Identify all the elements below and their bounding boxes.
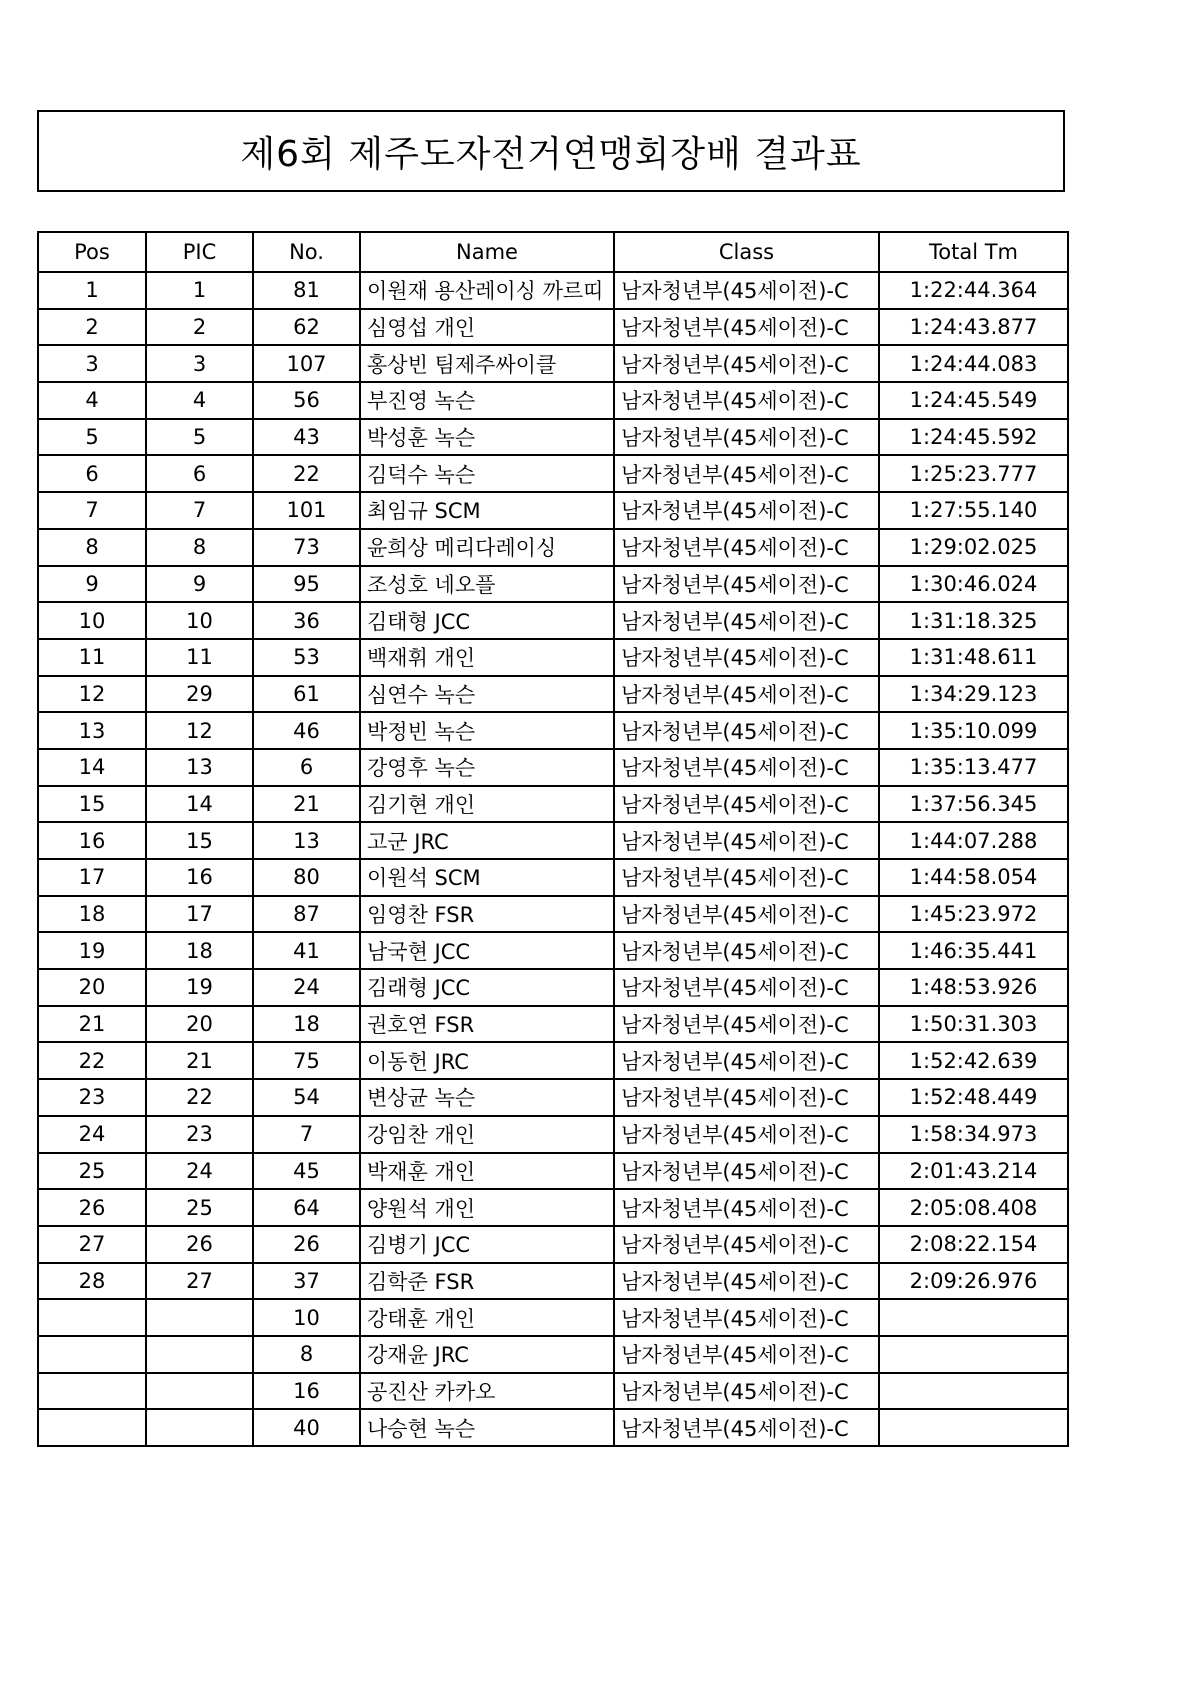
table-row <box>38 1189 1068 1226</box>
cell-pic: 25 <box>146 1189 253 1226</box>
cell-no: 40 <box>253 1409 360 1446</box>
cell-pos: 20 <box>38 969 146 1006</box>
cell-name: 김학준 FSR <box>360 1263 614 1300</box>
cell-name: 이동헌 JRC <box>360 1042 614 1079</box>
cell-total-tm: 1:22:44.364 <box>879 272 1068 309</box>
cell-pic: 15 <box>146 822 253 859</box>
table-row <box>38 1373 1068 1410</box>
cell-pos: 27 <box>38 1226 146 1263</box>
cell-name: 나승현 녹슨 <box>360 1409 614 1446</box>
cell-name: 이원재 용산레이싱 까르띠 <box>360 272 614 309</box>
cell-total-tm: 1:52:48.449 <box>879 1079 1068 1116</box>
cell-total-tm: 2:05:08.408 <box>879 1189 1068 1226</box>
cell-class: 남자청년부(45세이전)-C <box>614 1153 879 1190</box>
cell-no: 8 <box>253 1336 360 1373</box>
cell-no: 43 <box>253 419 360 456</box>
cell-pic: 11 <box>146 639 253 676</box>
cell-name: 임영찬 FSR <box>360 896 614 933</box>
cell-pic <box>146 1336 253 1373</box>
cell-class: 남자청년부(45세이전)-C <box>614 1299 879 1336</box>
cell-total-tm: 1:52:42.639 <box>879 1042 1068 1079</box>
cell-pic: 6 <box>146 455 253 492</box>
table-header-row <box>38 232 1068 272</box>
cell-pos: 5 <box>38 419 146 456</box>
cell-name: 김병기 JCC <box>360 1226 614 1263</box>
cell-pos: 13 <box>38 712 146 749</box>
cell-total-tm: 1:31:48.611 <box>879 639 1068 676</box>
cell-class: 남자청년부(45세이전)-C <box>614 309 879 346</box>
cell-pic: 26 <box>146 1226 253 1263</box>
table-row <box>38 676 1068 713</box>
cell-pic: 3 <box>146 345 253 382</box>
cell-name: 최임규 SCM <box>360 492 614 529</box>
cell-total-tm: 1:29:02.025 <box>879 529 1068 566</box>
cell-class: 남자청년부(45세이전)-C <box>614 455 879 492</box>
cell-class: 남자청년부(45세이전)-C <box>614 529 879 566</box>
cell-name: 심영섭 개인 <box>360 309 614 346</box>
table-row <box>38 969 1068 1006</box>
cell-pos: 21 <box>38 1006 146 1043</box>
cell-pos: 22 <box>38 1042 146 1079</box>
cell-name: 박정빈 녹슨 <box>360 712 614 749</box>
cell-name: 김래형 JCC <box>360 969 614 1006</box>
cell-pos: 25 <box>38 1153 146 1190</box>
cell-class: 남자청년부(45세이전)-C <box>614 932 879 969</box>
cell-total-tm: 2:09:26.976 <box>879 1263 1068 1300</box>
cell-total-tm: 1:35:13.477 <box>879 749 1068 786</box>
cell-pic: 21 <box>146 1042 253 1079</box>
column-header-pos: Pos <box>38 232 146 272</box>
cell-pic: 8 <box>146 529 253 566</box>
cell-class: 남자청년부(45세이전)-C <box>614 786 879 823</box>
cell-total-tm: 2:08:22.154 <box>879 1226 1068 1263</box>
cell-total-tm: 1:34:29.123 <box>879 676 1068 713</box>
cell-no: 101 <box>253 492 360 529</box>
cell-name: 공진산 카카오 <box>360 1373 614 1410</box>
cell-pos: 18 <box>38 896 146 933</box>
cell-class: 남자청년부(45세이전)-C <box>614 1263 879 1300</box>
cell-class: 남자청년부(45세이전)-C <box>614 1409 879 1446</box>
cell-no: 61 <box>253 676 360 713</box>
cell-no: 7 <box>253 1116 360 1153</box>
cell-name: 박성훈 녹슨 <box>360 419 614 456</box>
cell-class: 남자청년부(45세이전)-C <box>614 1079 879 1116</box>
table-row <box>38 1042 1068 1079</box>
cell-pic: 27 <box>146 1263 253 1300</box>
cell-pic: 24 <box>146 1153 253 1190</box>
cell-pos <box>38 1299 146 1336</box>
cell-no: 45 <box>253 1153 360 1190</box>
cell-no: 64 <box>253 1189 360 1226</box>
cell-no: 22 <box>253 455 360 492</box>
cell-no: 75 <box>253 1042 360 1079</box>
cell-name: 강임찬 개인 <box>360 1116 614 1153</box>
cell-class: 남자청년부(45세이전)-C <box>614 1042 879 1079</box>
cell-name: 김기현 개인 <box>360 786 614 823</box>
cell-pic: 4 <box>146 382 253 419</box>
cell-name: 홍상빈 팀제주싸이클 <box>360 345 614 382</box>
cell-name: 김태형 JCC <box>360 602 614 639</box>
cell-class: 남자청년부(45세이전)-C <box>614 969 879 1006</box>
cell-pic: 12 <box>146 712 253 749</box>
table-row <box>38 566 1068 603</box>
cell-pic: 9 <box>146 566 253 603</box>
cell-no: 18 <box>253 1006 360 1043</box>
cell-pos <box>38 1373 146 1410</box>
cell-no: 10 <box>253 1299 360 1336</box>
title-box <box>37 110 1065 192</box>
cell-pos: 16 <box>38 822 146 859</box>
table-row <box>38 1226 1068 1263</box>
cell-class: 남자청년부(45세이전)-C <box>614 639 879 676</box>
table-row <box>38 1153 1068 1190</box>
cell-pic: 29 <box>146 676 253 713</box>
table-row <box>38 1263 1068 1300</box>
cell-pos: 10 <box>38 602 146 639</box>
cell-total-tm <box>879 1336 1068 1373</box>
cell-total-tm: 1:50:31.303 <box>879 1006 1068 1043</box>
table-row <box>38 1079 1068 1116</box>
cell-name: 박재훈 개인 <box>360 1153 614 1190</box>
cell-class: 남자청년부(45세이전)-C <box>614 1336 879 1373</box>
cell-pos: 8 <box>38 529 146 566</box>
cell-pic <box>146 1299 253 1336</box>
table-row <box>38 932 1068 969</box>
cell-no: 26 <box>253 1226 360 1263</box>
cell-pic <box>146 1373 253 1410</box>
cell-pic: 13 <box>146 749 253 786</box>
cell-total-tm: 1:45:23.972 <box>879 896 1068 933</box>
cell-pos: 26 <box>38 1189 146 1226</box>
cell-pos: 11 <box>38 639 146 676</box>
cell-pos: 23 <box>38 1079 146 1116</box>
cell-no: 87 <box>253 896 360 933</box>
table-row <box>38 1006 1068 1043</box>
cell-pos: 7 <box>38 492 146 529</box>
column-header-name: Name <box>360 232 614 272</box>
cell-pos: 2 <box>38 309 146 346</box>
cell-pic: 17 <box>146 896 253 933</box>
table-row <box>38 529 1068 566</box>
cell-name: 변상균 녹슨 <box>360 1079 614 1116</box>
cell-class: 남자청년부(45세이전)-C <box>614 1006 879 1043</box>
table-row <box>38 455 1068 492</box>
cell-total-tm <box>879 1409 1068 1446</box>
cell-total-tm: 2:01:43.214 <box>879 1153 1068 1190</box>
cell-pic: 16 <box>146 859 253 896</box>
cell-pic: 20 <box>146 1006 253 1043</box>
cell-pos: 15 <box>38 786 146 823</box>
cell-name: 윤희상 메리다레이싱 <box>360 529 614 566</box>
table-row <box>38 712 1068 749</box>
cell-no: 21 <box>253 786 360 823</box>
table-row <box>38 1116 1068 1153</box>
cell-name: 심연수 녹슨 <box>360 676 614 713</box>
cell-name: 부진영 녹슨 <box>360 382 614 419</box>
cell-class: 남자청년부(45세이전)-C <box>614 345 879 382</box>
cell-pos <box>38 1409 146 1446</box>
cell-no: 80 <box>253 859 360 896</box>
cell-name: 강영후 녹슨 <box>360 749 614 786</box>
results-body <box>38 272 1068 1446</box>
cell-class: 남자청년부(45세이전)-C <box>614 676 879 713</box>
cell-no: 81 <box>253 272 360 309</box>
cell-no: 41 <box>253 932 360 969</box>
table-row <box>38 639 1068 676</box>
cell-pic: 7 <box>146 492 253 529</box>
cell-class: 남자청년부(45세이전)-C <box>614 859 879 896</box>
cell-pic: 2 <box>146 309 253 346</box>
cell-class: 남자청년부(45세이전)-C <box>614 1116 879 1153</box>
cell-class: 남자청년부(45세이전)-C <box>614 896 879 933</box>
cell-name: 강재윤 JRC <box>360 1336 614 1373</box>
cell-pos <box>38 1336 146 1373</box>
cell-pos: 9 <box>38 566 146 603</box>
cell-no: 62 <box>253 309 360 346</box>
cell-name: 백재휘 개인 <box>360 639 614 676</box>
cell-total-tm: 1:46:35.441 <box>879 932 1068 969</box>
table-row <box>38 749 1068 786</box>
cell-name: 고군 JRC <box>360 822 614 859</box>
column-header-class: Class <box>614 232 879 272</box>
cell-total-tm: 1:30:46.024 <box>879 566 1068 603</box>
cell-class: 남자청년부(45세이전)-C <box>614 602 879 639</box>
cell-no: 13 <box>253 822 360 859</box>
cell-total-tm: 1:24:44.083 <box>879 345 1068 382</box>
cell-name: 양원석 개인 <box>360 1189 614 1226</box>
cell-name: 강태훈 개인 <box>360 1299 614 1336</box>
cell-pic: 14 <box>146 786 253 823</box>
cell-total-tm: 1:37:56.345 <box>879 786 1068 823</box>
table-row <box>38 859 1068 896</box>
cell-no: 37 <box>253 1263 360 1300</box>
cell-class: 남자청년부(45세이전)-C <box>614 492 879 529</box>
table-row <box>38 602 1068 639</box>
cell-total-tm: 1:24:43.877 <box>879 309 1068 346</box>
cell-name: 조성호 네오플 <box>360 566 614 603</box>
cell-total-tm: 1:24:45.592 <box>879 419 1068 456</box>
cell-no: 6 <box>253 749 360 786</box>
cell-class: 남자청년부(45세이전)-C <box>614 1226 879 1263</box>
cell-pos: 4 <box>38 382 146 419</box>
cell-pos: 17 <box>38 859 146 896</box>
cell-pos: 14 <box>38 749 146 786</box>
cell-class: 남자청년부(45세이전)-C <box>614 822 879 859</box>
cell-class: 남자청년부(45세이전)-C <box>614 1189 879 1226</box>
cell-class: 남자청년부(45세이전)-C <box>614 566 879 603</box>
cell-no: 46 <box>253 712 360 749</box>
cell-no: 56 <box>253 382 360 419</box>
table-row <box>38 822 1068 859</box>
cell-pos: 19 <box>38 932 146 969</box>
cell-pos: 1 <box>38 272 146 309</box>
cell-class: 남자청년부(45세이전)-C <box>614 1373 879 1410</box>
table-row <box>38 309 1068 346</box>
cell-class: 남자청년부(45세이전)-C <box>614 272 879 309</box>
cell-pic: 19 <box>146 969 253 1006</box>
cell-name: 김덕수 녹슨 <box>360 455 614 492</box>
cell-pos: 3 <box>38 345 146 382</box>
table-row <box>38 382 1068 419</box>
cell-no: 53 <box>253 639 360 676</box>
cell-pic: 22 <box>146 1079 253 1116</box>
cell-class: 남자청년부(45세이전)-C <box>614 712 879 749</box>
cell-pic: 1 <box>146 272 253 309</box>
cell-pic: 23 <box>146 1116 253 1153</box>
cell-pic: 10 <box>146 602 253 639</box>
cell-class: 남자청년부(45세이전)-C <box>614 419 879 456</box>
cell-class: 남자청년부(45세이전)-C <box>614 749 879 786</box>
cell-total-tm: 1:44:58.054 <box>879 859 1068 896</box>
cell-name: 남국현 JCC <box>360 932 614 969</box>
cell-pic: 5 <box>146 419 253 456</box>
cell-total-tm: 1:48:53.926 <box>879 969 1068 1006</box>
cell-pos: 6 <box>38 455 146 492</box>
cell-no: 107 <box>253 345 360 382</box>
table-row <box>38 345 1068 382</box>
cell-total-tm: 1:27:55.140 <box>879 492 1068 529</box>
cell-pos: 12 <box>38 676 146 713</box>
cell-no: 54 <box>253 1079 360 1116</box>
cell-total-tm: 1:44:07.288 <box>879 822 1068 859</box>
cell-total-tm <box>879 1299 1068 1336</box>
cell-total-tm <box>879 1373 1068 1410</box>
page-title: 제6회 제주도자전거연맹회장배 결과표 <box>240 133 862 175</box>
table-row <box>38 896 1068 933</box>
table-row <box>38 492 1068 529</box>
cell-total-tm: 1:24:45.549 <box>879 382 1068 419</box>
cell-pic <box>146 1409 253 1446</box>
column-header-no: No. <box>253 232 360 272</box>
cell-pos: 28 <box>38 1263 146 1300</box>
table-row <box>38 419 1068 456</box>
table-row <box>38 272 1068 309</box>
cell-no: 73 <box>253 529 360 566</box>
table-row <box>38 1409 1068 1446</box>
cell-total-tm: 1:31:18.325 <box>879 602 1068 639</box>
cell-class: 남자청년부(45세이전)-C <box>614 382 879 419</box>
results-table <box>37 231 1069 1447</box>
cell-total-tm: 1:58:34.973 <box>879 1116 1068 1153</box>
cell-total-tm: 1:35:10.099 <box>879 712 1068 749</box>
cell-name: 이원석 SCM <box>360 859 614 896</box>
cell-no: 36 <box>253 602 360 639</box>
cell-no: 16 <box>253 1373 360 1410</box>
cell-total-tm: 1:25:23.777 <box>879 455 1068 492</box>
cell-pos: 24 <box>38 1116 146 1153</box>
cell-no: 95 <box>253 566 360 603</box>
cell-pic: 18 <box>146 932 253 969</box>
table-row <box>38 786 1068 823</box>
column-header-pic: PIC <box>146 232 253 272</box>
table-row <box>38 1299 1068 1336</box>
cell-no: 24 <box>253 969 360 1006</box>
table-row <box>38 1336 1068 1373</box>
column-header-total-tm: Total Tm <box>879 232 1068 272</box>
cell-name: 권호연 FSR <box>360 1006 614 1043</box>
